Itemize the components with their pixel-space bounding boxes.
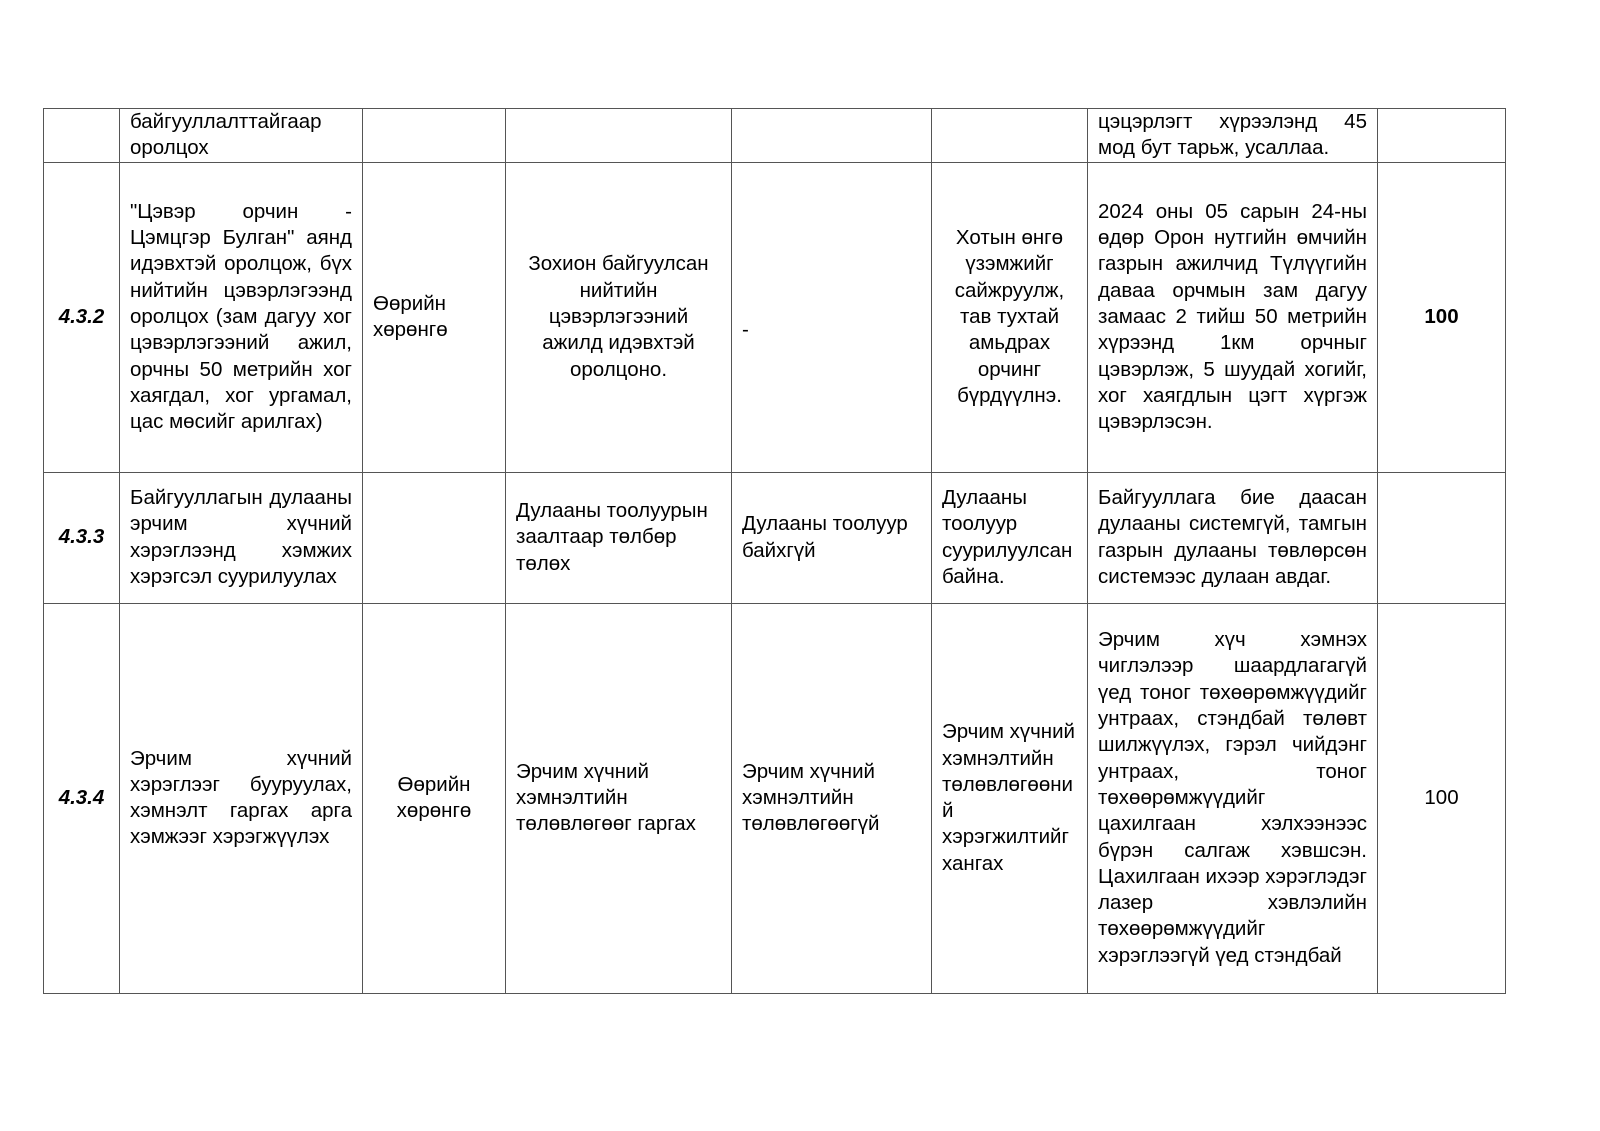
score-cell: 100: [1378, 603, 1506, 993]
activity-cell: байгууллалттайгаар оролцох: [120, 109, 363, 163]
table-row: [44, 603, 1506, 993]
plan-progress-table: [43, 108, 1506, 994]
baseline-cell: [732, 109, 932, 163]
target-cell: Дулааны тоолуурын заалтаар төлбөр төлөх: [506, 472, 732, 603]
table-row: [44, 472, 1506, 603]
table-row: [44, 162, 1506, 472]
row-number: 4.3.4: [44, 603, 120, 993]
baseline-cell: Эрчим хүчний хэмнэлтийн төлөвлөгөөгүй: [732, 603, 932, 993]
target-cell: Эрчим хүчний хэмнэлтийн төлөвлөгөөг гаргах: [506, 603, 732, 993]
result-cell: Дулааны тоолуур суурилуулсан байна.: [932, 472, 1088, 603]
activity-cell: Эрчим хүчний хэрэглээг бууруулах, хэмнэлт гаргах арга хэмжээг хэрэгжүүлэх: [120, 603, 363, 993]
target-cell: Зохион байгуулсан нийтийн цэвэрлэгээний ажилд идэвхтэй оролцоно.: [506, 162, 732, 472]
progress-cell: Эрчим хүч хэмнэх чиглэлээр шаардлагагүй үед тоног төхөөрөмжүүдийг унтраах, стэндбай төлөвт шилжүүлэх, гэрэл чийдэнг унтраах, тоног төхөөрөмжүүдийг цахилгаан хэлхээнээс бүрэн салгаж хэвшсэн. Цахилгаан ихээр хэрэглэдэг лазер хэвлэлийн төхөөрөмжүүдийг хэрэглээгүй үед стэндбай: [1088, 603, 1378, 993]
score-cell: 100: [1378, 162, 1506, 472]
funding-cell: [363, 109, 506, 163]
progress-cell: цэцэрлэгт хүрээлэнд 45 мод бут тарьж, усаллаа.: [1088, 109, 1378, 163]
score-cell: [1378, 109, 1506, 163]
target-cell: [506, 109, 732, 163]
row-number: 4.3.2: [44, 162, 120, 472]
baseline-cell: Дулааны тоолуур байхгүй: [732, 472, 932, 603]
activity-cell: "Цэвэр орчин - Цэмцгэр Булган" аянд идэвхтэй оролцож, бүх нийтийн цэвэрлэгээнд оролцох (зам дагуу хог цэвэрлэгээний ажил, орчны 50 метрийн хог хаягдал, хог ургамал, цас мөсийг арилгах): [120, 162, 363, 472]
row-number: 4.3.3: [44, 472, 120, 603]
score-cell: [1378, 472, 1506, 603]
funding-cell: [363, 472, 506, 603]
progress-cell: 2024 оны 05 сарын 24-ны өдөр Орон нутгийн өмчийн газрын ажилчид Түлүүгийн даваа орчмын зам дагуу замаас 2 тийш 50 метрийн хүрээнд 1км орчныг цэвэрлэж, 5 шуудай хогийг, хог хаягдлын цэгт хүргэж цэвэрлэсэн.: [1088, 162, 1378, 472]
row-number: [44, 109, 120, 163]
baseline-cell: -: [732, 162, 932, 472]
result-cell: Эрчим хүчний хэмнэлтийн төлөвлөгөөний хэрэгжилтийг хангах: [932, 603, 1088, 993]
funding-cell: Өөрийн хөрөнгө: [363, 603, 506, 993]
table-row: [44, 109, 1506, 163]
activity-cell: Байгууллагын дулааны эрчим хүчний хэрэглээнд хэмжих хэрэгсэл суурилуулах: [120, 472, 363, 603]
funding-cell: Өөрийн хөрөнгө: [363, 162, 506, 472]
result-cell: Хотын өнгө үзэмжийг сайжруулж, тав тухтай амьдрах орчинг бүрдүүлнэ.: [932, 162, 1088, 472]
result-cell: [932, 109, 1088, 163]
progress-cell: Байгууллага бие даасан дулааны системгүй, тамгын газрын дулааны төвлөрсөн системээс дулаан авдаг.: [1088, 472, 1378, 603]
